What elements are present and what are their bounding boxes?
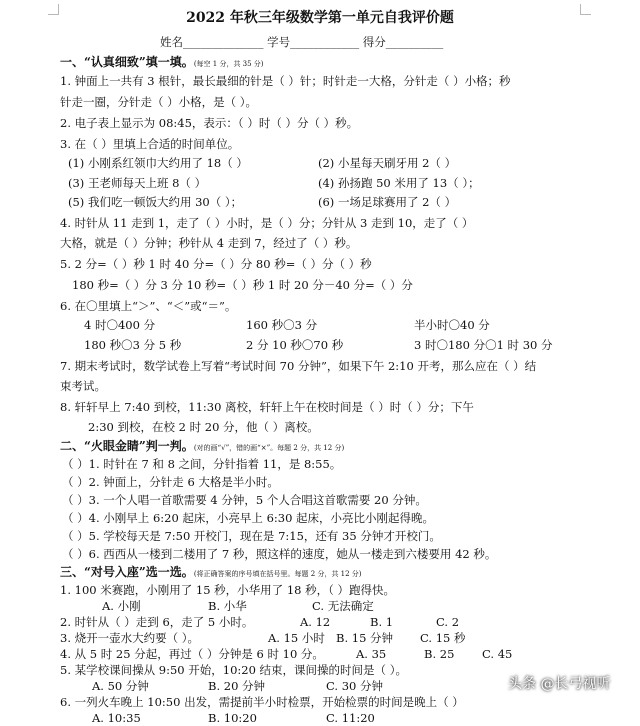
question-3-item-6: (6) 一场足球赛用了 2（ ） (318, 195, 457, 209)
judge-item-5: （ ）5. 学校每天是 7:50 开校门，现在是 7:15，还有 35 分钟才开校门。 (62, 529, 441, 543)
question-4-line-2: 大格，就是（ ）分钟；秒针从 4 走到 7，经过了（ ）秒。 (60, 236, 358, 250)
question-2: 2. 电子表上显示为 08:45，表示：（ ）时（ ）分（ ）秒。 (60, 116, 359, 130)
choice-option: C. 15 秒 (420, 631, 466, 645)
choice-option: B. 20 分钟 (208, 679, 266, 693)
choice-question-1: 1. 100 米赛跑，小刚用了 15 秒，小华用了 18 秒，（ ）跑得快。 (60, 583, 396, 597)
section-1-heading: 一、“认真细致”填一填。(每空 1 分，共 35 分) (60, 55, 264, 69)
section-3-heading: 三、“对号入座”选一选。(将正确答案的序号填在括号里。每题 2 分，共 12 分) (60, 565, 362, 579)
question-6-item: 3 时〇180 分〇1 时 30 分 (414, 338, 553, 352)
choice-question-2: 2. 时针从（ ）走到 6，走了 5 小时。 (60, 615, 254, 629)
question-7-line-1: 7. 期末考试时，数学试卷上写着“考试时间 70 分钟”，如果下午 2:10 开考，那么应在（ ）结 (60, 359, 537, 373)
judge-item-4: （ ）4. 小刚早上 6:20 起床，小亮早上 6:30 起床，小亮比小刚起得晚。 (62, 511, 435, 525)
choice-option: A. 15 小时 (268, 631, 325, 645)
choice-option: C. 11:20 (326, 711, 375, 725)
choice-question-5: 5. 某学校课间操从 9:50 开始，10:20 结束，课间操的时间是（ ）。 (60, 663, 407, 677)
choice-option: B. 1 (370, 615, 394, 629)
judge-item-6: （ ）6. 西西从一楼到二楼用了 7 秒，照这样的速度，她从一楼走到六楼要用 42 秒。 (62, 547, 497, 561)
choice-question-4: 4. 从 5 时 25 分起，再过（ ）分钟是 6 时 10 分。 (60, 647, 324, 661)
student-info-line: 姓名______________ 学号____________ 得分__________ (160, 35, 444, 49)
choice-option: B. 小华 (208, 599, 247, 613)
question-6-item: 半小时〇40 分 (414, 318, 490, 332)
worksheet-title: 2022 年秋三年级数学第一单元自我评价题 (186, 10, 454, 26)
section-2-heading: 二、“火眼金睛”判一判。(对的画“√”，错的画“×”。每题 2 分，共 12 分) (60, 439, 345, 453)
question-1-line-2: 针走一圈，分针走（ ）小格，是（ ）。 (60, 95, 258, 109)
choice-option: C. 无法确定 (312, 599, 374, 613)
question-3: 3. 在（ ）里填上合适的时间单位。 (60, 137, 240, 151)
choice-question-3: 3. 烧开一壶水大约要（ ）。 (60, 631, 200, 645)
choice-option: C. 45 (482, 647, 513, 661)
choice-option: B. 10:20 (208, 711, 257, 725)
question-1-line-1: 1. 钟面上一共有 3 根针，最长最细的针是（ ）针；时针走一大格，分针走（ ）小格；秒 (60, 74, 511, 88)
question-3-item-2: (2) 小星每天刷牙用 2（ ） (318, 156, 457, 170)
question-3-item-1: (1) 小刚系红领巾大约用了 18（ ） (68, 156, 248, 170)
question-6-item: 2 分 10 秒〇70 秒 (246, 338, 344, 352)
question-5-line-2: 180 秒=（ ）分 3 分 10 秒=（ ）秒 1 时 20 分－40 分=（ ）分 (72, 278, 413, 292)
judge-item-1: （ ）1. 时针在 7 和 8 之间，分针指着 11，是 8:55。 (62, 457, 342, 471)
choice-question-6: 6. 一列火车晚上 10:50 出发，需提前半小时检票，开始检票的时间是晚上（ ） (60, 695, 464, 709)
choice-option: C. 2 (436, 615, 460, 629)
watermark: 头条 @长弓视听 (508, 676, 611, 692)
question-3-item-3: (3) 王老师每天上班 8（ ） (68, 176, 207, 190)
choice-option: A. 12 (300, 615, 331, 629)
question-3-item-5: (5) 我们吃一顿饭大约用 30（ ）； (68, 195, 243, 209)
question-8-line-1: 8. 轩轩早上 7:40 到校，11:30 离校，轩轩上午在校时间是（ ）时（ ）分；下午 (60, 400, 474, 414)
choice-option: A. 10:35 (92, 711, 141, 725)
question-6-item: 4 时〇400 分 (84, 318, 156, 332)
choice-option: A. 35 (356, 647, 387, 661)
question-5-line-1: 5. 2 分=（ ）秒 1 时 40 分=（ ）分 80 秒=（ ）分（ ）秒 (60, 257, 372, 271)
choice-option: A. 50 分钟 (92, 679, 149, 693)
judge-item-3: （ ）3. 一个人唱一首歌需要 4 分钟，5 个人合唱这首歌需要 20 分钟。 (62, 493, 427, 507)
question-6: 6. 在〇里填上“＞”、“＜”或“＝”。 (60, 299, 237, 313)
question-6-item: 160 秒〇3 分 (246, 318, 318, 332)
question-6-item: 180 秒〇3 分 5 秒 (84, 338, 182, 352)
choice-option: B. 15 分钟 (336, 631, 394, 645)
judge-item-2: （ ）2. 钟面上，分针走 6 大格是半小时。 (62, 475, 279, 489)
question-3-item-4: (4) 孙扬跑 50 米用了 13（ ）； (318, 176, 480, 190)
question-7-line-2: 束考试。 (60, 379, 106, 393)
question-4-line-1: 4. 时针从 11 走到 1，走了（ ）小时，是（ ）分；分针从 3 走到 10，走了（ ） (60, 216, 474, 230)
choice-option: A. 小刚 (102, 599, 141, 613)
question-8-line-2: 2:30 到校，在校 2 时 20 分，他（ ）离校。 (88, 420, 319, 434)
choice-option: C. 30 分钟 (326, 679, 383, 693)
choice-option: B. 25 (424, 647, 455, 661)
